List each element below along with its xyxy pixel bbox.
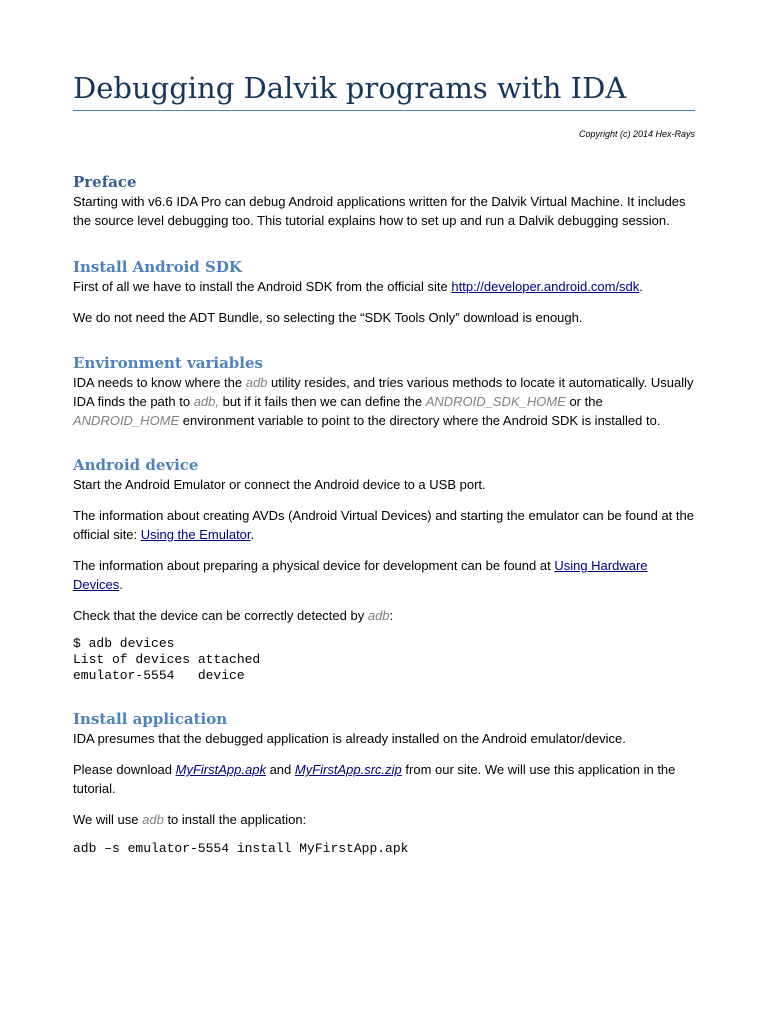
avd-info-text: The information about creating AVDs (Android Virtual Devices) and starting the emulator can be found at the official site: bbox=[73, 508, 694, 542]
check-device-paragraph bbox=[73, 606, 695, 625]
copyright-notice: Copyright (c) 2014 Hex-Rays bbox=[578, 129, 695, 139]
section-android-device bbox=[73, 455, 695, 684]
myfirstapp-src-zip-link[interactable]: MyFirstApp.src.zip bbox=[294, 762, 402, 777]
download-suffix: from our site. We will use this application in the tutorial. bbox=[73, 762, 676, 796]
preface-heading: Preface bbox=[73, 173, 137, 191]
using-emulator-link[interactable]: Using the Emulator bbox=[140, 527, 251, 542]
adb-command-ref: adb bbox=[245, 375, 268, 390]
avd-info-period: . bbox=[250, 527, 255, 542]
section-environment-variables bbox=[73, 353, 695, 430]
section-install-application bbox=[73, 709, 695, 857]
app-installed-note: IDA presumes that the debugged application is already installed on the Android emulator/device. bbox=[73, 731, 626, 746]
env-text-3: but if it fails then we can define the bbox=[219, 394, 426, 409]
environment-variables-text bbox=[73, 373, 695, 430]
env-text-2: utility resides, and tries various methods to locate it automatically. Usually IDA finds the path to bbox=[73, 375, 694, 409]
hardware-info-period: . bbox=[119, 577, 123, 592]
install-sdk-heading: Install Android SDK bbox=[73, 258, 242, 276]
adb-devices-code-block: $ adb devices List of devices attached emulator-5554 device bbox=[73, 636, 261, 683]
env-text-1: IDA needs to know where the bbox=[73, 375, 246, 390]
download-and: and bbox=[265, 762, 295, 777]
title-divider bbox=[73, 110, 695, 111]
android-sdk-home-var: ANDROID_SDK_HOME bbox=[425, 394, 566, 409]
adb-install-code-block: adb –s emulator-5554 install MyFirstApp.apk bbox=[73, 841, 409, 856]
install-application-heading: Install application bbox=[73, 710, 228, 728]
section-preface bbox=[73, 172, 695, 230]
android-device-heading: Android device bbox=[73, 456, 199, 474]
adb-command-ref: adb, bbox=[193, 394, 220, 409]
avd-info-paragraph bbox=[73, 506, 695, 544]
install-sdk-text: First of all we have to install the Android SDK from the official site bbox=[73, 279, 452, 294]
environment-variables-heading: Environment variables bbox=[73, 354, 263, 372]
android-sdk-link[interactable]: http://developer.android.com/sdk bbox=[451, 279, 640, 294]
download-paragraph bbox=[73, 760, 695, 798]
install-sdk-period: . bbox=[639, 279, 643, 294]
page-title: Debugging Dalvik programs with IDA bbox=[73, 71, 627, 105]
check-device-colon: : bbox=[389, 608, 394, 623]
hardware-info-paragraph bbox=[73, 556, 695, 594]
download-text: Please download bbox=[73, 762, 176, 777]
section-install-sdk bbox=[73, 257, 695, 327]
android-home-var: ANDROID_HOME bbox=[73, 413, 180, 428]
use-adb-paragraph bbox=[73, 810, 695, 829]
install-sdk-paragraph bbox=[73, 277, 695, 296]
check-device-text: Check that the device can be correctly detected by bbox=[73, 608, 368, 623]
adt-bundle-note: We do not need the ADT Bundle, so selecting the “SDK Tools Only” download is enough. bbox=[73, 310, 583, 325]
env-text-4: or the bbox=[565, 394, 603, 409]
myfirstapp-apk-link[interactable]: MyFirstApp.apk bbox=[175, 762, 266, 777]
start-emulator-text: Start the Android Emulator or connect the Android device to a USB port. bbox=[73, 477, 486, 492]
env-text-5: environment variable to point to the directory where the Android SDK is installed to. bbox=[179, 413, 661, 428]
use-adb-text: We will use bbox=[73, 812, 143, 827]
use-adb-suffix: to install the application: bbox=[163, 812, 307, 827]
preface-text: Starting with v6.6 IDA Pro can debug Android applications written for the Dalvik Virtual Machine. It includes the source level debugging too. This tutorial explains how to set up and run a Dalvik debugging session. bbox=[73, 194, 686, 228]
hardware-info-text: The information about preparing a physical device for development can be found at bbox=[73, 558, 555, 573]
using-hardware-devices-link[interactable]: Using Hardware Devices bbox=[73, 558, 648, 592]
adb-command-ref: adb bbox=[367, 608, 390, 623]
adb-command-ref: adb bbox=[142, 812, 164, 827]
